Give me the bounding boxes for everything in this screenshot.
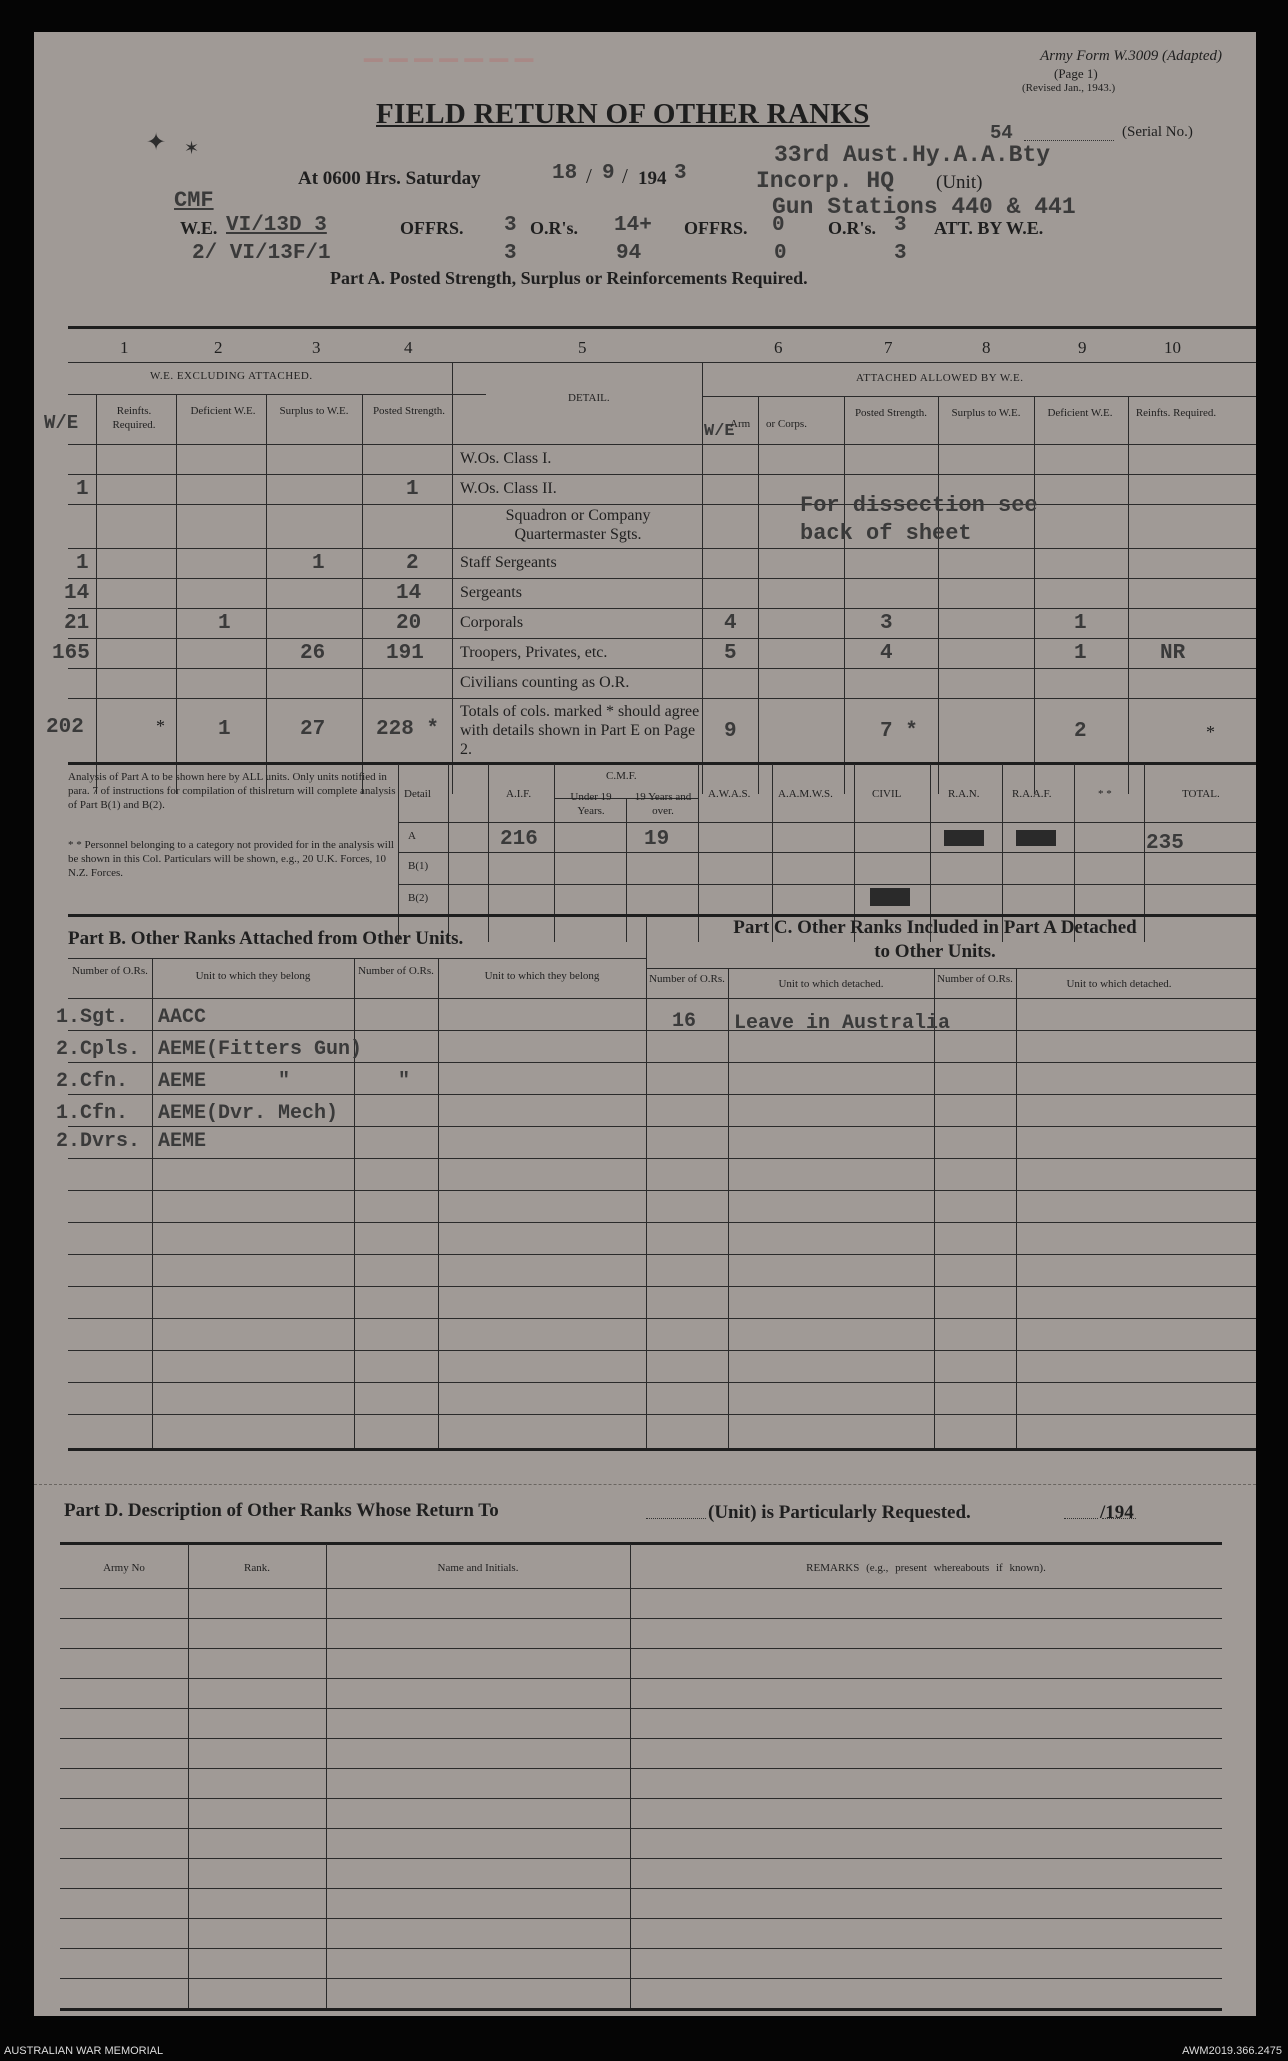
posted-strength-header: Posted Strength. <box>372 405 446 417</box>
deficient-we-header: Deficient W.E. <box>190 405 256 417</box>
form-number: Army Form W.3009 (Adapted) <box>1040 48 1222 64</box>
row-tpr-att-reinfts: NR <box>1160 642 1186 665</box>
row-totals-posted: 228 * <box>376 718 440 741</box>
analysis-a-aif: 216 <box>500 828 538 851</box>
detail-wos-class-2: W.Os. Class II. <box>460 480 557 497</box>
detail-troopers: Troopers, Privates, etc. <box>460 644 608 661</box>
offrs-attached-label: OFFRS. <box>684 218 748 238</box>
part-c-unit-header: Unit to which detached. <box>778 978 884 990</box>
ink-smudge: ✦ <box>146 130 167 156</box>
aamws-header: A.A.M.W.S. <box>778 788 833 800</box>
ors-attached-value-1: 3 <box>894 214 907 237</box>
we-mark: W/E <box>44 412 79 434</box>
row-totals-we: 202 <box>46 716 84 739</box>
at-hours-label: At 0600 Hrs. Saturday <box>298 168 481 189</box>
row-staff-sgt-surplus: 1 <box>312 552 325 575</box>
form-sheet: ▁ ▁ ▁ ▁ ▁ ▁ ▁ Army Form W.3009 (Adapted) (Page 1) (Revised Jan., 1943.) FIELD RETURN OF OTHER RANKS 54 (Serial No.) ✦ ✶ At 0600 Hrs. Saturday 18 / 9 / 194 3 33rd Aust.Hy.A.A.Bty Incorp. HQ (Unit) Gun Stations 440 & 441 CMF W.E. VI/13D 3 2/ VI/13F/1 OFFRS. 3 3 O.R's. 14+ 94 OFFRS. 0 0 O.R's. 3 3 ATT. BY W.E. Part A. Posted Strength, Surplus or Reinforcements Required. 1 2 3 4 5 6 7 8 9 10 W.E. EXCLUDING ATTACHED. ATTACHED ALLOWED BY W.E. DETAIL. W/E Reinfts. Required. Deficient W.E. Surplus to W.E. Posted Strength. W/E Arm or Corps. Posted Strength. Surplus to W.E. Deficient W.E. Reinfts. Required. W.Os. Class I. 1 1 W.Os. Class II. Squadron or Company Quartermaster Sgts. 1 1 2 Staff Sergeants 14 14 Sergeants 21 1 20 Corporals 4 3 1 165 26 191 Troopers, Privates, etc. 5 4 1 NR Civilians counting as O.R. 202 * 1 27 228 * Totals of cols. marked * should agree with details shown in Part E on Page 2. 9 7 * 2 * For dissection see back of sheet Analysis of Part A to be shown here by ALL units. Only units notified in para. 7 of instructions for compilation of this return will complete analysis of Part B(1) and B(2). * * Personnel belonging to a category not provided for in the analysis will be shown in this Col. Particulars will be shown, e.g., 20 U.K. Forces, 10 N.Z. Forces. Detail A.I.F. C.M.F. Under 19 Years. 19 Years and over. A.W.A.S. A.A.M.W.S. CIVIL R.A.N. R.A.A.F. * * TOTAL. A B(1) B(2) 216 19 235 Part B. Other Ranks Attached from Other Units. Part C. Other Ranks Included in Part A Detached to Other Units. Number of O.Rs. Unit to which they belong Number of O.Rs. Unit to which they belong Number of O.Rs. Unit to which detached. Number of O.Rs. Unit to which detached. 1.Sgt. AACC 2.Cpls. AEME(Fitters Gun) 2.Cfn. AEME " " 1.Cfn. AEME(Dvr. Mech) 2.Dvrs. AEME 16 Leave in Australia Part D. Description of Other Ranks Whose Return To (Unit) is Particularly Requested. /194 Army No Rank. Name and Initials. REMARKS (e.g., present whereabouts if known). <box>34 32 1256 2016</box>
arm-header: Arm <box>730 418 751 430</box>
perforation-line <box>34 1484 1256 1485</box>
redaction-ran <box>944 830 984 846</box>
part-b-entry-3-number: 2.Cfn. <box>56 1070 129 1093</box>
cmf-mark: CMF <box>174 188 214 213</box>
form-title: FIELD RETURN OF OTHER RANKS <box>376 98 870 130</box>
date-day: 18 <box>552 162 578 185</box>
row-totals-att-deficient: 2 <box>1074 720 1087 743</box>
part-c-title-line-1: Part C. Other Ranks Included in Part A Detached <box>733 917 1137 938</box>
unit-name-line-2: Incorp. HQ <box>756 168 895 194</box>
part-a-top-rule <box>68 326 1256 329</box>
date-year-digit: 3 <box>674 162 687 185</box>
serial-dotted-line <box>1024 140 1114 141</box>
part-c-entry-1-unit: Leave in Australia <box>734 1012 951 1035</box>
part-b-entry-5-number: 2.Dvrs. <box>56 1130 141 1153</box>
row-totals-att-posted: 7 * <box>880 720 918 743</box>
row-totals-att-reinfts: * <box>1206 722 1215 742</box>
part-c-number-header: Number of O.Rs. <box>649 973 725 985</box>
row-totals-deficient: 1 <box>218 718 231 741</box>
part-d-army-no-header: Army No <box>103 1562 145 1574</box>
faint-stamp-mark: ▁ ▁ ▁ ▁ ▁ ▁ ▁ <box>364 35 534 62</box>
part-a-title: Part A. Posted Strength, Surplus or Reinforcements Required. <box>330 268 808 288</box>
part-b-entry-2-number: 2.Cpls. <box>56 1038 141 1061</box>
row-totals-surplus: 27 <box>300 718 326 741</box>
we-value-2: 2/ VI/13F/1 <box>192 242 331 265</box>
part-b-unit-header: Unit to which they belong <box>195 970 311 982</box>
row-totals-arm: 9 <box>724 720 737 743</box>
civil-header: CIVIL <box>872 788 902 800</box>
row-cpl-deficient: 1 <box>218 612 231 635</box>
ors-attached-label: O.R's. <box>828 218 877 238</box>
row-staff-sgt-we: 1 <box>76 552 89 575</box>
row-tpr-we: 165 <box>52 642 90 665</box>
row-wos2-posted: 1 <box>406 478 419 501</box>
att-by-we-label: ATT. BY W.E. <box>934 218 1044 238</box>
cmf-header: C.M.F. <box>606 770 637 782</box>
we-label: W.E. <box>180 218 218 238</box>
part-d-title-date: /194 <box>1100 1502 1134 1523</box>
analysis-note-1: Analysis of Part A to be shown here by ALL units. Only units notified in para. 7 of instructions for compilation of this return will complete analysis of Part B(1) and B(2). <box>68 771 396 811</box>
detail-header: DETAIL. <box>568 392 610 404</box>
under-19-header: Under 19 Years. <box>570 791 612 817</box>
part-d-rank-header: Rank. <box>244 1562 270 1574</box>
offrs-value-1: 3 <box>504 214 517 237</box>
row-tpr-arm: 5 <box>724 642 737 665</box>
detail-civilians: Civilians counting as O.R. <box>460 674 630 691</box>
row-sgt-we: 14 <box>64 582 90 605</box>
row-tpr-att-posted: 4 <box>880 642 893 665</box>
part-d-remarks-header: REMARKS (e.g., present whereabouts if known). <box>806 1562 1046 1574</box>
page-number: (Page 1) <box>1054 66 1098 81</box>
right-posted-strength-header: Posted Strength. <box>854 407 928 419</box>
offrs-label: OFFRS. <box>400 218 464 238</box>
ran-header: R.A.N. <box>948 788 980 800</box>
attached-allowed-header: ATTACHED ALLOWED BY W.E. <box>856 372 1024 384</box>
row-tpr-surplus: 26 <box>300 642 326 665</box>
row-wos2-we: 1 <box>76 478 89 501</box>
unit-name-line-1: 33rd Aust.Hy.A.A.Bty <box>774 142 1051 168</box>
we-mark-right: W/E <box>704 422 735 441</box>
total-header: TOTAL. <box>1182 788 1220 800</box>
ors-value-2: 94 <box>616 242 642 265</box>
row-tpr-att-deficient: 1 <box>1074 642 1087 665</box>
ors-attached-value-2: 3 <box>894 242 907 265</box>
part-b-number-header-2: Number of O.Rs. <box>358 965 434 977</box>
analysis-detail-header: Detail <box>404 788 431 800</box>
aif-header: A.I.F. <box>506 788 532 800</box>
offrs-value-2: 3 <box>504 242 517 265</box>
part-b-unit-header-2: Unit to which they belong <box>484 970 600 982</box>
date-month: 9 <box>602 162 615 185</box>
part-b-entry-3-unit: AEME " " <box>158 1070 411 1093</box>
analysis-note-2: * * Personnel belonging to a category not provided for in the analysis will be shown in this Col. Particulars will be shown, e.g., 20 U.K. Forces, 10 N.Z. Forces. <box>68 839 394 879</box>
part-b-entry-4-number: 1.Cfn. <box>56 1102 129 1125</box>
reinfts-required-header: Reinfts. Required. <box>112 405 156 431</box>
detail-staff-sergeants: Staff Sergeants <box>460 554 557 571</box>
part-b-title: Part B. Other Ranks Attached from Other Units. <box>68 928 464 949</box>
surplus-we-header: Surplus to W.E. <box>279 405 349 417</box>
right-reinfts-header: Reinfts. Required. <box>1135 407 1217 419</box>
unit-label: (Unit) <box>936 172 983 193</box>
serial-label: (Serial No.) <box>1122 124 1193 140</box>
we-value-1: VI/13D 3 <box>226 214 327 237</box>
row-cpl-we: 21 <box>64 612 90 635</box>
redaction-raaf <box>1016 830 1056 846</box>
detail-sergeants: Sergeants <box>460 584 522 601</box>
part-c-number-header-2: Number of O.Rs. <box>937 973 1013 985</box>
part-d-name-header: Name and Initials. <box>437 1562 519 1574</box>
over-19-header: 19 Years and over. <box>634 791 692 817</box>
raaf-header: R.A.A.F. <box>1012 788 1052 800</box>
part-c-title <box>648 916 1222 964</box>
part-d-title-unit: (Unit) is Particularly Requested. <box>708 1502 971 1523</box>
part-b-entry-4-unit: AEME(Dvr. Mech) <box>158 1102 339 1125</box>
footer-left: AUSTRALIAN WAR MEMORIAL <box>4 2045 164 2057</box>
row-cpl-att-deficient: 1 <box>1074 612 1087 635</box>
row-tpr-posted: 191 <box>386 642 424 665</box>
part-c-unit-header-2: Unit to which detached. <box>1066 978 1172 990</box>
row-cpl-arm: 4 <box>724 612 737 635</box>
revised-date: (Revised Jan., 1943.) <box>1022 82 1116 94</box>
analysis-a-over19: 19 <box>644 828 670 851</box>
part-b-entry-1-number: 1.Sgt. <box>56 1006 129 1029</box>
redaction-civil <box>870 888 910 906</box>
row-sgt-posted: 14 <box>396 582 422 605</box>
analysis-row-a: A <box>408 830 416 842</box>
unit-name-line-3: Gun Stations 440 & 441 <box>772 194 1076 220</box>
right-deficient-header: Deficient W.E. <box>1047 407 1113 419</box>
date-year-prefix: 194 <box>638 168 667 189</box>
part-b-entry-5-unit: AEME <box>158 1130 207 1153</box>
part-c-title-line-2: to Other Units. <box>874 941 996 962</box>
right-surplus-header: Surplus to W.E. <box>951 407 1021 419</box>
offrs-attached-value-2: 0 <box>774 242 787 265</box>
part-d-title: Part D. Description of Other Ranks Whose Return To <box>64 1500 499 1521</box>
part-d-unit-blank <box>646 1518 706 1519</box>
row-totals-reinfts: * <box>156 716 165 736</box>
other-category-header: * * <box>1098 788 1112 800</box>
serial-value: 54 <box>990 122 1013 144</box>
awas-header: A.W.A.S. <box>708 788 751 800</box>
part-b-number-header: Number of O.Rs. <box>72 965 148 977</box>
part-b-entry-1-unit: AACC <box>158 1006 207 1029</box>
part-b-entry-2-unit: AEME(Fitters Gun) <box>158 1038 363 1061</box>
row-staff-sgt-posted: 2 <box>406 552 419 575</box>
offrs-attached-value-1: 0 <box>772 214 785 237</box>
ors-value-1: 14+ <box>614 214 652 237</box>
row-cpl-att-posted: 3 <box>880 612 893 635</box>
ink-smudge-2: ✶ <box>184 138 200 158</box>
detail-qm-sgts: Squadron or Company Quartermaster Sgts. <box>505 507 651 543</box>
analysis-a-total: 235 <box>1146 832 1184 855</box>
footer-right: AWM2019.366.2475 <box>1182 2045 1282 2057</box>
ors-label: O.R's. <box>530 218 579 238</box>
analysis-row-b2: B(2) <box>408 892 429 904</box>
detail-totals-note: Totals of cols. marked * should agree with details shown in Part E on Page 2. <box>460 703 700 758</box>
detail-wos-class-1: W.Os. Class I. <box>460 450 552 467</box>
part-c-entry-1-number: 16 <box>672 1010 697 1033</box>
row-cpl-posted: 20 <box>396 612 422 635</box>
analysis-row-b1: B(1) <box>408 860 429 872</box>
part-d-date-blank-1 <box>1064 1518 1098 1519</box>
we-excluding-attached-header: W.E. EXCLUDING ATTACHED. <box>150 370 313 382</box>
corps-header: or Corps. <box>766 418 807 430</box>
dissection-note: For dissection see back of sheet <box>800 493 1038 546</box>
detail-corporals: Corporals <box>460 614 524 631</box>
